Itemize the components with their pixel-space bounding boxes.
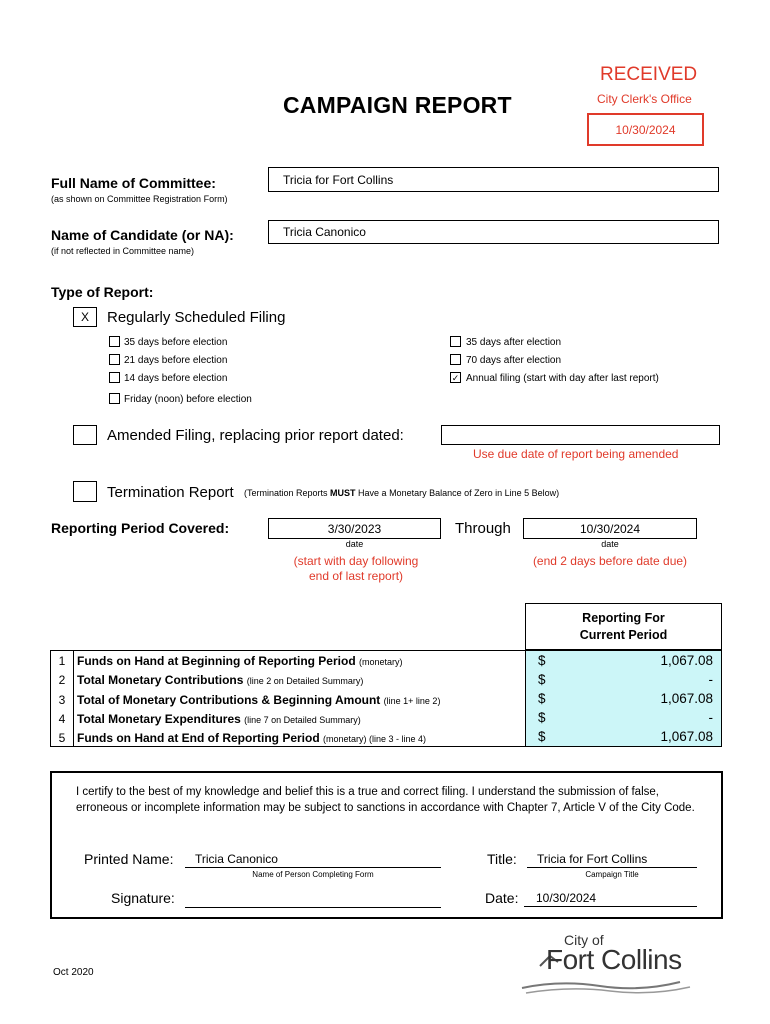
friday-before-checkbox[interactable] xyxy=(109,393,120,404)
period-start-note-2: end of last report) xyxy=(308,569,404,583)
amended-note: Use due date of report being amended xyxy=(473,447,679,461)
period-through-label: Through xyxy=(455,520,511,537)
received-stamp-office: City Clerk's Office xyxy=(597,92,692,106)
regular-filing-label: Regularly Scheduled Filing xyxy=(107,309,286,326)
d21-before-label: 21 days before election xyxy=(124,355,228,366)
summary-header-line-2: Current Period xyxy=(579,628,668,642)
d35-before-label: 35 days before election xyxy=(124,337,228,348)
summary-row-4-num: 4 xyxy=(58,712,66,726)
period-start-note-1: (start with day following xyxy=(293,554,419,568)
candidate-label: Name of Candidate (or NA): xyxy=(51,227,234,243)
certification-text: I certify to the best of my knowledge and belief this is a true and correct filing. I understand the submission of false, erroneous or incomplete information may be subject to sanctions in accordance with Chapter 7, Article V of the City Code. xyxy=(76,786,695,814)
summary-row-3-value: $ 1,067.08 xyxy=(525,689,722,708)
candidate-sublabel: (if not reflected in Committee name) xyxy=(51,246,195,256)
termination-label: Termination Report xyxy=(107,484,234,501)
report-type-label: Type of Report: xyxy=(51,284,154,300)
summary-row-3-num: 3 xyxy=(58,693,66,707)
friday-before-label: Friday (noon) before election xyxy=(124,394,252,405)
summary-table xyxy=(50,650,722,747)
summary-row-3-label: Total of Monetary Contributions & Beginning Amount (line 1+ line 2) xyxy=(77,693,441,707)
committee-name-field[interactable]: Tricia for Fort Collins xyxy=(268,167,719,192)
annual-filing-label: Annual filing (start with day after last report) xyxy=(466,373,659,384)
summary-row-2-label: Total Monetary Contributions (line 2 on Detailed Summary) xyxy=(77,673,364,687)
d35-after-checkbox[interactable] xyxy=(450,336,461,347)
summary-row-5-value: $ 1,067.08 xyxy=(525,727,722,746)
amended-filing-checkbox[interactable] xyxy=(73,425,97,445)
summary-row-1-num: 1 xyxy=(58,654,66,668)
termination-checkbox[interactable] xyxy=(73,481,97,502)
period-label: Reporting Period Covered: xyxy=(51,520,230,536)
summary-row-5-label: Funds on Hand at End of Reporting Period (monetary) (line 3 - line 4) xyxy=(77,731,427,745)
title-label: Title: xyxy=(487,851,517,867)
summary-row-4-label: Total Monetary Expenditures (line 7 on Detailed Summary) xyxy=(77,712,361,726)
d35-before-checkbox[interactable] xyxy=(109,336,120,347)
printed-name-sublabel: Name of Person Completing Form xyxy=(252,870,374,879)
logo-city-of: City of xyxy=(564,932,604,948)
summary-row-1-value: $ 1,067.08 xyxy=(525,651,722,670)
committee-sublabel: (as shown on Committee Registration Form) xyxy=(51,194,228,204)
printed-name-label: Printed Name: xyxy=(84,851,174,867)
title-sublabel: Campaign Title xyxy=(585,870,639,879)
page-title: CAMPAIGN REPORT xyxy=(283,92,512,118)
d21-before-checkbox[interactable] xyxy=(109,354,120,365)
logo-fort-collins: Fort Collins xyxy=(546,944,682,975)
amended-filing-label: Amended Filing, replacing prior report dated: xyxy=(107,427,404,444)
title-field[interactable]: Tricia for Fort Collins xyxy=(527,852,697,868)
summary-row-1-label: Funds on Hand at Beginning of Reporting Period (monetary) xyxy=(77,654,403,668)
d70-after-label: 70 days after election xyxy=(466,355,562,366)
summary-row-5-num: 5 xyxy=(58,731,66,745)
fort-collins-logo xyxy=(520,930,720,1000)
signature-field[interactable] xyxy=(185,890,441,908)
period-end-note: (end 2 days before date due) xyxy=(532,554,688,568)
summary-row-4-value: $ - xyxy=(525,708,722,727)
period-end-date-label: date xyxy=(601,539,619,549)
candidate-name-field[interactable]: Tricia Canonico xyxy=(268,220,719,244)
summary-header-line-1: Reporting For xyxy=(582,611,665,625)
period-start-date-label: date xyxy=(345,539,364,549)
form-version: Oct 2020 xyxy=(53,967,94,978)
received-stamp: RECEIVED xyxy=(600,64,698,85)
summary-row-2-num: 2 xyxy=(58,673,66,687)
annual-filing-checkbox[interactable]: ✓ xyxy=(451,373,460,383)
signature-label: Signature: xyxy=(111,890,175,906)
d35-after-label: 35 days after election xyxy=(466,337,562,348)
regular-filing-checkbox[interactable]: X xyxy=(73,307,97,327)
committee-label: Full Name of Committee: xyxy=(51,175,216,191)
received-stamp-date: 10/30/2024 xyxy=(587,113,704,146)
printed-name-field[interactable]: Tricia Canonico xyxy=(185,852,441,868)
termination-note: (Termination Reports MUST Have a Monetary Balance of Zero in Line 5 Below) xyxy=(244,488,560,498)
summary-row-2-value: $ - xyxy=(525,670,722,689)
period-start-field[interactable]: 3/30/2023 xyxy=(268,518,441,539)
d70-after-checkbox[interactable] xyxy=(450,354,461,365)
d14-before-label: 14 days before election xyxy=(124,373,228,384)
period-end-field[interactable]: 10/30/2024 xyxy=(523,518,697,539)
date-field[interactable]: 10/30/2024 xyxy=(524,891,697,907)
summary-header xyxy=(525,603,722,650)
amended-date-field[interactable] xyxy=(441,425,720,445)
date-label: Date: xyxy=(485,890,519,906)
d14-before-checkbox[interactable] xyxy=(109,372,120,383)
